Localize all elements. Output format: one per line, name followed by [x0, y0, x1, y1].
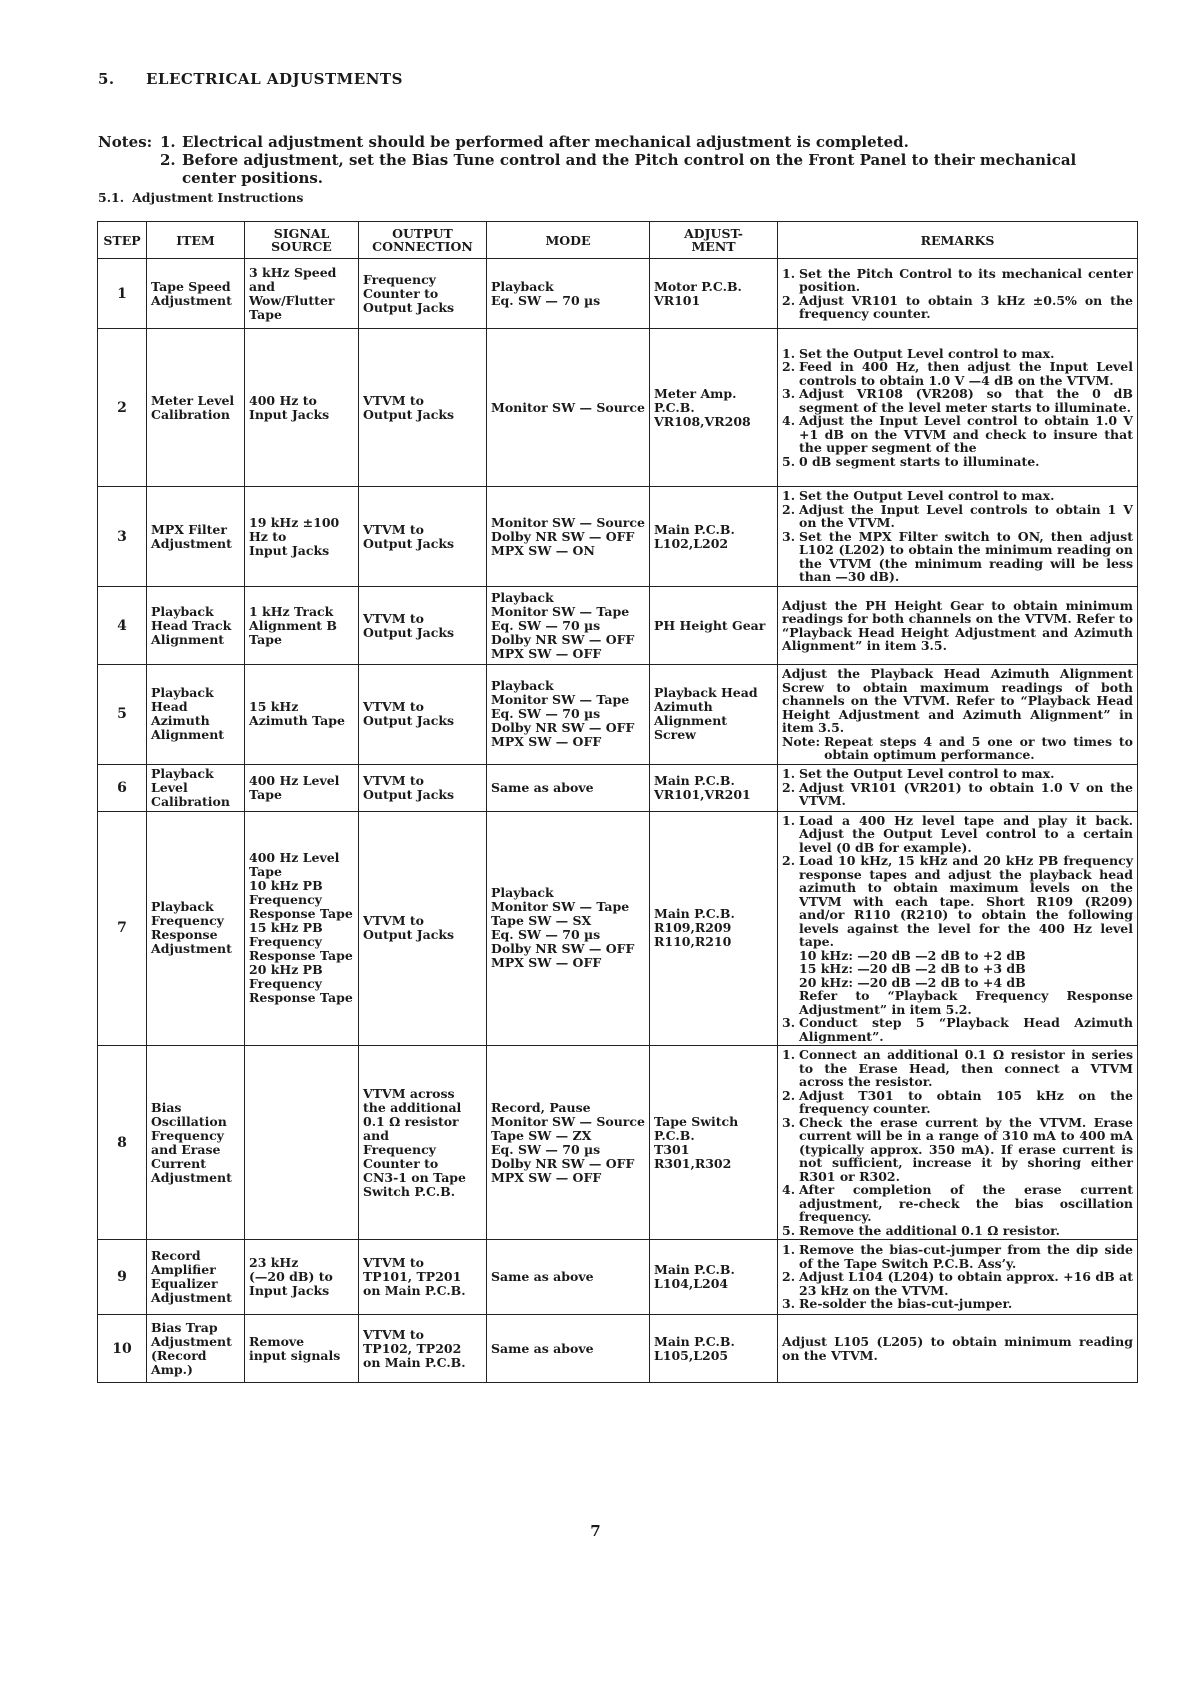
- remark-number: 1.: [782, 1242, 796, 1258]
- cell-signal-source: Remove input signals: [245, 1315, 359, 1383]
- cell-adjustment: PH Height Gear: [650, 587, 778, 665]
- remark-text: Set the Output Level control to max.: [799, 488, 1055, 504]
- cell-signal-source: 19 kHz ±100 Hz to Input Jacks: [245, 487, 359, 587]
- subsection-heading: [98, 190, 303, 205]
- cell-signal-source: [245, 1046, 359, 1240]
- remark-text: Adjust L104 (L204) to obtain approx. +16 dB at 23 kHz on the VTVM.: [799, 1269, 1133, 1298]
- cell-adjustment: Motor P.C.B. VR101: [650, 259, 778, 329]
- cell-item: Playback Head Azimuth Alignment: [147, 665, 245, 765]
- cell-adjustment: Main P.C.B. L104,L204: [650, 1240, 778, 1315]
- cell-output-connection: VTVM to TP102, TP202 on Main P.C.B.: [359, 1315, 487, 1383]
- remark-text: Adjust the Input Level controls to obtain 1 V on the VTVM.: [799, 501, 1133, 531]
- cell-step: 9: [98, 1240, 147, 1315]
- remark-text: Load a 400 Hz level tape and play it back. Adjust the Output Level control to a certain level (0 dB for example).: [799, 812, 1133, 855]
- cell-mode: Playback Monitor SW — Tape Eq. SW — 70 µs Dolby NR SW — OFF MPX SW — OFF: [487, 587, 650, 665]
- cell-remarks: [778, 1046, 1138, 1240]
- section-number: 5.: [98, 70, 115, 88]
- remark-number: 1.: [782, 766, 796, 782]
- header-adjustment: ADJUST- MENT: [650, 222, 778, 259]
- remark-number: 3.: [782, 1015, 796, 1030]
- adjustment-table: [97, 221, 1138, 1383]
- remark-item: [782, 814, 1133, 855]
- table-row: [98, 764, 1138, 811]
- remark-number: 2.: [782, 1087, 796, 1103]
- table-row: [98, 665, 1138, 765]
- remark-item: [782, 294, 1133, 321]
- cell-output-connection: VTVM to Output Jacks: [359, 329, 487, 487]
- cell-step: 3: [98, 487, 147, 587]
- note-number: 2.: [160, 151, 176, 169]
- note-text: Electrical adjustment should be performed after mechanical adjustment is completed.: [182, 133, 909, 151]
- note-1: [98, 133, 1108, 151]
- cell-mode: Monitor SW — Source Dolby NR SW — OFF MPX SW — ON: [487, 487, 650, 587]
- remark-number: 2.: [782, 853, 796, 868]
- cell-remarks: [778, 764, 1138, 811]
- remark-number: 1.: [782, 1047, 796, 1062]
- remark-paragraph: Adjust the PH Height Gear to obtain minimum readings for both channels on the VTVM. Refer to “Playback Head Height Adjustment and Azimuth Alignment” in item 3.5.: [782, 597, 1133, 653]
- remark-text: Set the Pitch Control to its mechanical center position.: [799, 265, 1133, 294]
- remark-item: [782, 1016, 1133, 1043]
- remark-number: 2.: [782, 359, 796, 375]
- remark-text: Connect an additional 0.1 Ω resistor in series to the Erase Head, then connect a VTVM across the resistor.: [799, 1047, 1133, 1089]
- cell-mode: Record, Pause Monitor SW — Source Tape SW — ZX Eq. SW — 70 µs Dolby NR SW — OFF MPX SW — OFF: [487, 1046, 650, 1240]
- remarks-list: [782, 1048, 1133, 1237]
- remark-text: Remove the bias-cut-jumper from the dip side of the Tape Switch P.C.B. Ass’y.: [799, 1242, 1133, 1271]
- remark-text: Adjust T301 to obtain 105 kHz on the frequency counter.: [799, 1087, 1133, 1116]
- remark-item: [782, 1183, 1133, 1224]
- cell-signal-source: 23 kHz (—20 dB) to Input Jacks: [245, 1240, 359, 1315]
- cell-step: 5: [98, 665, 147, 765]
- table-row: [98, 329, 1138, 487]
- note-text: Repeat steps 4 and 5 one or two times to obtain optimum performance.: [824, 733, 1133, 762]
- remark-text: Check the erase current by the VTVM. Erase current will be in a range of 310 mA to 400 mA (typically approx. 350 mA). If erase current is not sufficient, increase it by shoring either R301 or R302.: [799, 1114, 1133, 1184]
- remark-number: 2.: [782, 779, 796, 795]
- header-item: ITEM: [147, 222, 245, 259]
- cell-signal-source: 400 Hz to Input Jacks: [245, 329, 359, 487]
- remark-number: 1.: [782, 488, 796, 504]
- cell-item: Playback Frequency Response Adjustment: [147, 811, 245, 1046]
- cell-mode: Same as above: [487, 1240, 650, 1315]
- remark-item: [782, 530, 1133, 584]
- cell-item: Meter Level Calibration: [147, 329, 245, 487]
- remark-item: [782, 1116, 1133, 1184]
- cell-adjustment: Meter Amp. P.C.B. VR108,VR208: [650, 329, 778, 487]
- table-row: [98, 1046, 1138, 1240]
- table-row: [98, 259, 1138, 329]
- cell-remarks: [778, 665, 1138, 765]
- remark-text: Re-solder the bias-cut-jumper.: [799, 1296, 1013, 1312]
- remark-item: [782, 387, 1133, 414]
- cell-adjustment: Tape Switch P.C.B. T301 R301,R302: [650, 1046, 778, 1240]
- cell-mode: Same as above: [487, 1315, 650, 1383]
- cell-remarks: [778, 259, 1138, 329]
- cell-output-connection: VTVM to Output Jacks: [359, 487, 487, 587]
- cell-signal-source: 400 Hz Level Tape: [245, 764, 359, 811]
- cell-item: Bias Oscillation Frequency and Erase Current Adjustment: [147, 1046, 245, 1240]
- header-signal-source: SIGNAL SOURCE: [245, 222, 359, 259]
- cell-adjustment: Main P.C.B. R109,R209 R110,R210: [650, 811, 778, 1046]
- cell-remarks: [778, 587, 1138, 665]
- page-title: [98, 70, 403, 88]
- cell-mode: Monitor SW — Source: [487, 329, 650, 487]
- remark-number: 4.: [782, 1182, 796, 1197]
- remark-item: [782, 267, 1133, 294]
- cell-output-connection: Frequency Counter to Output Jacks: [359, 259, 487, 329]
- note-number: 1.: [160, 133, 176, 151]
- remark-text: Adjust VR101 (VR201) to obtain 1.0 V on the VTVM.: [799, 779, 1133, 809]
- remark-number: 2.: [782, 292, 796, 308]
- remark-item: [782, 1297, 1133, 1311]
- remark-text: Set the Output Level control to max.: [799, 766, 1055, 782]
- remarks-list: [782, 347, 1133, 469]
- cell-output-connection: VTVM to Output Jacks: [359, 811, 487, 1046]
- remark-item: [782, 1089, 1133, 1116]
- remark-number: 3.: [782, 528, 796, 544]
- remark-text: Set the MPX Filter switch to ON, then adjust L102 (L202) to obtain the minimum reading on the VTVM (the minimum reading will be less than —30 dB).: [799, 528, 1133, 585]
- remarks-list: [782, 1243, 1133, 1311]
- cell-remarks: [778, 1240, 1138, 1315]
- cell-mode: Same as above: [487, 764, 650, 811]
- cell-output-connection: VTVM to Output Jacks: [359, 665, 487, 765]
- remarks-list: [782, 767, 1133, 808]
- remark-item: [782, 1048, 1133, 1089]
- cell-item: MPX Filter Adjustment: [147, 487, 245, 587]
- remark-text: After completion of the erase current adjustment, re-check the bias oscillation frequency.: [799, 1182, 1133, 1224]
- remark-number: 3.: [782, 1296, 796, 1312]
- table-row: [98, 587, 1138, 665]
- remark-text: Remove the additional 0.1 Ω resistor.: [799, 1222, 1060, 1238]
- cell-item: Playback Level Calibration: [147, 764, 245, 811]
- cell-step: 2: [98, 329, 147, 487]
- remark-item: [782, 489, 1133, 503]
- remark-number: 3.: [782, 1114, 796, 1130]
- cell-signal-source: 15 kHz Azimuth Tape: [245, 665, 359, 765]
- cell-output-connection: VTVM to TP101, TP201 on Main P.C.B.: [359, 1240, 487, 1315]
- cell-adjustment: Main P.C.B. L105,L205: [650, 1315, 778, 1383]
- remark-item: [782, 455, 1133, 469]
- page-number: 7: [590, 1522, 601, 1540]
- cell-item: Tape Speed Adjustment: [147, 259, 245, 329]
- cell-step: 1: [98, 259, 147, 329]
- note-label: Note:: [782, 733, 821, 749]
- cell-item: Record Amplifier Equalizer Adjustment: [147, 1240, 245, 1315]
- cell-adjustment: Playback Head Azimuth Alignment Screw: [650, 665, 778, 765]
- remark-number: 4.: [782, 413, 796, 429]
- remark-note: [782, 735, 1133, 762]
- remark-text: Adjust VR101 to obtain 3 kHz ±0.5% on the frequency counter.: [799, 292, 1133, 321]
- remark-number: 3.: [782, 386, 796, 402]
- cell-remarks: [778, 811, 1138, 1046]
- remark-item: [782, 414, 1133, 455]
- remark-number: 5.: [782, 1222, 796, 1238]
- cell-remarks: [778, 1315, 1138, 1383]
- remark-paragraph: Adjust L105 (L205) to obtain minimum reading on the VTVM.: [782, 1334, 1133, 1363]
- remark-text: Load 10 kHz, 15 kHz and 20 kHz PB frequency response tapes and adjust the playback head azimuth to obtain maximum levels on the VTVM with each tape. Short R109 (R209) and/or R110 (R210) to obtain the following levels against the level for the 400 Hz level tape.: [799, 853, 1133, 949]
- cell-adjustment: Main P.C.B. L102,L202: [650, 487, 778, 587]
- remark-number: 1.: [782, 265, 796, 281]
- remark-text: 10 kHz: —20 dB —2 dB to +2 dB 15 kHz: —20 dB —2 dB to +3 dB 20 kHz: —20 dB —2 dB to +4 dB Refer to “Playback Frequency Response Adjustment” in item 5.2.: [799, 947, 1133, 1017]
- remark-text: Conduct step 5 “Playback Head Azimuth Alignment”.: [799, 1015, 1133, 1044]
- cell-signal-source: 1 kHz Track Alignment B Tape: [245, 587, 359, 665]
- cell-remarks: [778, 329, 1138, 487]
- table-row: [98, 1240, 1138, 1315]
- cell-remarks: [778, 487, 1138, 587]
- notes-lead: Notes:: [98, 133, 153, 151]
- table-header-row: [98, 222, 1138, 259]
- cell-step: 6: [98, 764, 147, 811]
- cell-signal-source: 400 Hz Level Tape 10 kHz PB Frequency Response Tape 15 kHz PB Frequency Response Tape 20 kHz PB Frequency Response Tape: [245, 811, 359, 1046]
- subsection-number: 5.1.: [98, 190, 125, 205]
- cell-step: 7: [98, 811, 147, 1046]
- cell-signal-source: 3 kHz Speed and Wow/Flutter Tape: [245, 259, 359, 329]
- section-title: ELECTRICAL ADJUSTMENTS: [146, 70, 403, 88]
- remarks-list: [782, 267, 1133, 321]
- remark-item: [782, 347, 1133, 361]
- cell-item: Bias Trap Adjustment (Record Amp.): [147, 1315, 245, 1383]
- remark-item: [782, 1224, 1133, 1238]
- cell-step: 4: [98, 587, 147, 665]
- cell-mode: Playback Eq. SW — 70 µs: [487, 259, 650, 329]
- note-text: Before adjustment, set the Bias Tune control and the Pitch control on the Front Panel to their mechanical center positions.: [182, 151, 1077, 187]
- cell-mode: Playback Monitor SW — Tape Tape SW — SX Eq. SW — 70 µs Dolby NR SW — OFF MPX SW — OFF: [487, 811, 650, 1046]
- cell-item: Playback Head Track Alignment: [147, 587, 245, 665]
- remark-number: 1.: [782, 345, 796, 361]
- table-row: [98, 1315, 1138, 1383]
- remark-number: 2.: [782, 501, 796, 517]
- cell-output-connection: VTVM to Output Jacks: [359, 587, 487, 665]
- cell-adjustment: Main P.C.B. VR101,VR201: [650, 764, 778, 811]
- remark-text: Feed in 400 Hz, then adjust the Input Level controls to obtain 1.0 V —4 dB on the VTVM.: [799, 359, 1133, 388]
- table-row: [98, 811, 1138, 1046]
- table-row: [98, 487, 1138, 587]
- cell-step: 10: [98, 1315, 147, 1383]
- remark-item: [782, 1270, 1133, 1297]
- remarks-list: [782, 489, 1133, 584]
- remark-number: 2.: [782, 1269, 796, 1285]
- remark-item: [782, 854, 1133, 949]
- remark-item: [782, 767, 1133, 781]
- header-output-connection: OUTPUT CONNECTION: [359, 222, 487, 259]
- remark-item: [782, 1243, 1133, 1270]
- header-mode: MODE: [487, 222, 650, 259]
- remark-number: 5.: [782, 453, 796, 469]
- notes: [98, 133, 1108, 187]
- cell-output-connection: VTVM to Output Jacks: [359, 764, 487, 811]
- remark-text: Set the Output Level control to max.: [799, 345, 1055, 361]
- note-2: [98, 151, 1108, 187]
- remark-item: [782, 503, 1133, 530]
- remark-item: [782, 781, 1133, 808]
- remark-text: Adjust VR108 (VR208) so that the 0 dB segment of the level meter starts to illuminate.: [799, 386, 1133, 415]
- header-remarks: REMARKS: [778, 222, 1138, 259]
- remark-text: Adjust the Input Level control to obtain 1.0 V +1 dB on the VTVM and check to insure that the upper segment of the: [799, 413, 1133, 456]
- cell-output-connection: VTVM across the additional 0.1 Ω resistor and Frequency Counter to CN3-1 on Tape Switch P.C.B.: [359, 1046, 487, 1240]
- remark-item: [782, 360, 1133, 387]
- remark-number: 1.: [782, 812, 796, 828]
- remarks-list: [782, 814, 1133, 1044]
- remark-paragraph: Adjust the Playback Head Azimuth Alignment Screw to obtain maximum readings of both channels on the VTVM. Refer to “Playback Head Height Adjustment and Azimuth Alignment” in item 3.5.: [782, 666, 1133, 735]
- remark-continuation: [782, 949, 1133, 1017]
- subsection-title: Adjustment Instructions: [132, 190, 304, 205]
- header-step: STEP: [98, 222, 147, 259]
- cell-mode: Playback Monitor SW — Tape Eq. SW — 70 µs Dolby NR SW — OFF MPX SW — OFF: [487, 665, 650, 765]
- remark-text: 0 dB segment starts to illuminate.: [799, 453, 1040, 469]
- cell-step: 8: [98, 1046, 147, 1240]
